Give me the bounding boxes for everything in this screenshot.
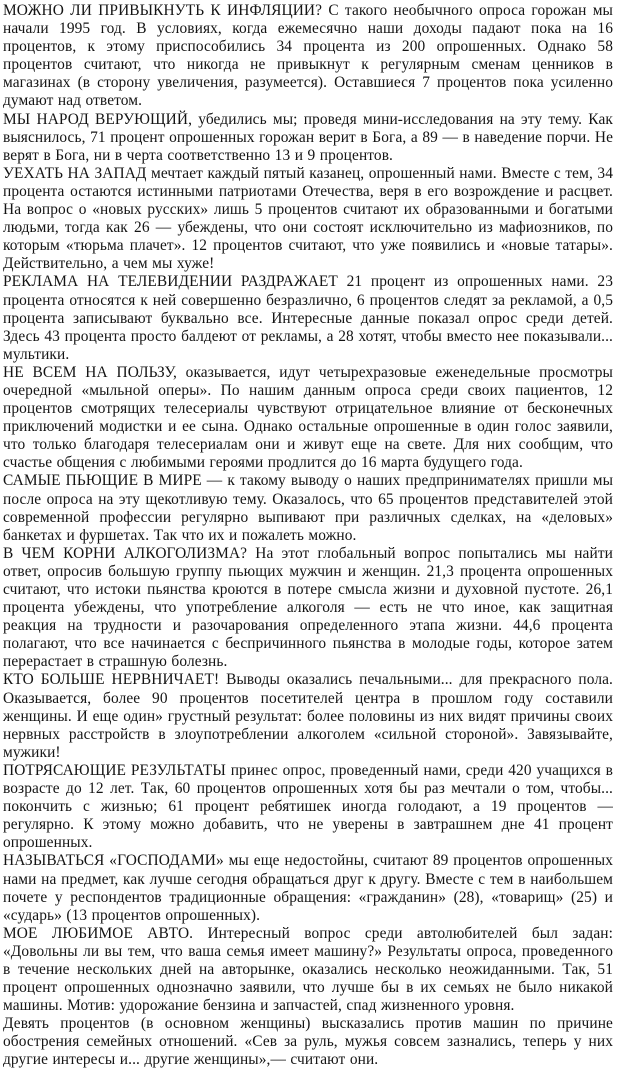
paragraph [3, 852, 613, 924]
paragraph [3, 925, 613, 1015]
paragraph-heading: НЕ ВСЕМ НА ПОЛЬЗУ, [3, 363, 186, 381]
paragraph-text: С такого необычного опроса горожан мы начали 1995 год. В условиях, когда ежемесячно наши доходы падают пока на 16 процентов, к этому приспособились 34 процента из 200 опрошенных. Однако 58 процентов считают, что никогда не привыкнут к регулярным сменам ценников в магазинах (в сторону увеличения, разумеется). Оставшиеся 7 процентов пока усиленно думают над ответом. [3, 2, 613, 110]
paragraph-heading: ПОТРЯСАЮЩИЕ РЕЗУЛЬТАТЫ [3, 761, 231, 779]
paragraph-text: убедились мы; проведя мини-исследования на эту тему. Как выяснилось, 71 процент опрошенных горожан верит в Бога, а 89 — в наведение порчи. Не верят в Бога, ни в черта соответственно 13 и 9 процентов. [3, 110, 613, 164]
paragraph [3, 273, 613, 363]
paragraph [3, 762, 613, 852]
paragraph-heading: САМЫЕ ПЬЮЩИЕ В МИРЕ [3, 472, 207, 490]
paragraph [3, 2, 613, 111]
paragraph [3, 472, 613, 544]
paragraph-heading: НАЗЫВАТЬСЯ «ГОСПОДАМИ» [3, 852, 229, 870]
paragraph [3, 165, 613, 274]
paragraph [3, 545, 613, 672]
paragraph [3, 1015, 613, 1069]
paragraph-heading: МЫ НАРОД ВЕРУЮЩИЙ, [3, 110, 199, 128]
document-body [3, 2, 613, 1070]
paragraph-text: оказывается, идут четырехразовые еженедельные просмотры очередной «мыльной оперы». По нашим данным опроса среди своих пациентов, 12 процентов смотрящих телесериалы чувствуют отрицательное влияние от бесконечных приключений модистки и ее сына. Однако остальные опрошенные в один голос заявили, что только благодаря телесериалам они и живут еще на свете. Для них сообщим, что счастье общения с любимыми героями продлится до 16 марта будущего года. [3, 363, 613, 472]
paragraph [3, 364, 613, 473]
paragraph-text: Выводы оказались печальными... для прекрасного пола. Оказывается, более 90 процентов посетителей центра в прошлом году составили женщины. И еще один» грустный результат: более половины из них видят причины своих нервных расстройств в злоупотреблении алкоголем «сильной стороной». Завязывайте, мужики! [3, 671, 613, 761]
paragraph [3, 111, 613, 165]
paragraph-heading: УЕХАТЬ НА ЗАПАД [3, 164, 152, 182]
paragraph-text: мечтает каждый пятый казанец, опрошенный нами. Вместе с тем, 34 процента остаются истинными патриотами Отечества, веря в его возрождение и расцвет. На вопрос о «новых русских» лишь 5 процентов считают их образованными и богатыми людьми, тогда как 26 — убеждены, что они состоят исключительно из мафиозников, по которым «тюрьма плачет». 12 процентов считают, что уже появились и «новые татары». Действительно, а чем мы хуже! [3, 164, 613, 273]
paragraph-heading: В ЧЕМ КОРНИ АЛКОГОЛИЗМА? [3, 544, 256, 562]
paragraph-text: — к такому выводу о наших предпринимателях пришли мы после опроса на эту щекотливую тему. Оказалось, что 65 процентов представителей этой современной профессии регулярно выпивают при различных сделках, на «деловых» банкетах и фуршетах. Так что их и пожалеть можно. [3, 472, 614, 544]
paragraph-heading: МОЕ ЛЮБИМОЕ АВТО. [3, 924, 208, 942]
paragraph-heading: МОЖНО ЛИ ПРИВЫКНУТЬ К ИНФЛЯЦИИ? [3, 2, 329, 19]
paragraph-text: 21 процент из опрошенных нами. 23 процента относятся к ней совершенно безразлично, 6 процентов следят за рекламой, а 0,5 процента записывают буквально все. Интересные данные показал опрос среди детей. Здесь 43 процента просто балдеют от рекламы, а 28 хотят, чтобы вместо нее показывали... мультики. [3, 273, 613, 363]
paragraph-text: мы еще недостойны, считают 89 процентов опрошенных нами на предмет, как лучше сегодня обращаться друг к другу. Вместе с тем в наибольшем почете у респондентов традиционные обращения: «гражданин» (28), «товарищ» (25) и «сударь» (13 процентов опрошенных). [3, 852, 614, 924]
paragraph-text: Девять процентов (в основном женщины) высказались против машин по причине обострения семейных отношений. «Сев за руль, мужья совсем зазнались, теперь у них другие интересы и... другие женщины»,— считают они. [3, 1015, 613, 1069]
paragraph-heading: КТО БОЛЬШЕ НЕРВНИЧАЕТ! [3, 671, 227, 689]
paragraph-text: принес опрос, проведенный нами, среди 420 учащихся в возрасте до 12 лет. Так, 60 процентов опрошенных хотя бы раз мечтали о том, чтобы... покончить с жизнью; 61 процент ребятишек иногда голодают, а 19 процентов — регулярно. К этому можно добавить, что не уверены в завтрашнем дне 41 процент опрошенных. [3, 761, 613, 852]
paragraph [3, 671, 613, 761]
paragraph-text: На этот глобальный вопрос попытались мы найти ответ, опросив большую группу пьющих мужчин и женщин. 21,3 процента опрошенных считают, что истоки пьянства кроются в потере смысла жизни и духовной пустоте. 26,1 процента убеждены, что употребление алкоголя — есть не что иное, как защитная реакция на трудности и разочарования определенного этапа жизни. 44,6 процента полагают, что все начинается с беспричинного пьянства в молодые годы, которое затем перерастает в страшную болезнь. [3, 544, 613, 671]
paragraph-heading: РЕКЛАМА НА ТЕЛЕВИДЕНИИ РАЗДРАЖАЕТ [3, 273, 347, 291]
paragraph-text: Интересный вопрос среди автолюбителей был задан: «Довольны ли вы тем, что ваша семья имеет машину?» Результаты опроса, проведенного в течение нескольких дней на авторынке, оказались несколько неожиданными. Так, 51 процент опрошенных однозначно заявили, что лучше бы в их семьях не было никакой машины. Мотив: удорожание бензина и запчастей, спад жизненного уровня. [3, 924, 614, 1015]
